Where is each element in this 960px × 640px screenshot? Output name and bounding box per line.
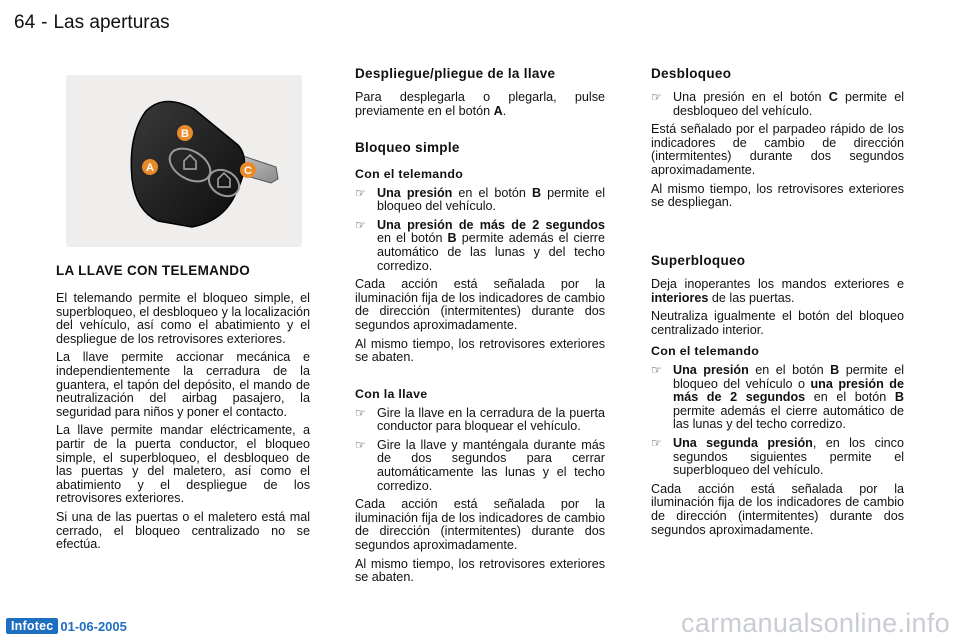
paragraph: Cada acción está señalada por la iluminación fija de los indicadores de cambio de dirección (intermitentes) durante dos segundos aproximadamente. [651,481,904,537]
header-separator: - [41,12,48,33]
paragraph: La llave permite mandar eléctricamente, a partir de la puerta conductor, el bloqueo simple, el superbloqueo, el desbloqueo de las puertas y del maletero, así como el abatimiento y el despliegue de los retrovisores exteriores. [56,423,310,506]
paragraph: Al mismo tiempo, los retrovisores exteriores se despliegan. [651,181,904,210]
b2-post: permite además el cierre automático de las lunas y del techo corredizo. [377,231,605,273]
list-item [355,187,605,214]
s1-mid1: en el botón [748,362,831,377]
button-a-ref: A [493,103,503,118]
simple-lock-title: Bloqueo simple [355,140,460,155]
s1-bold1: Una presión [673,362,749,377]
simple-lock-text [355,168,605,370]
paragraph: La llave permite accionar mecánica e independientemente la cerradura de la guantera, el tapón del depósito, el mando de neutralización del airbag pasajero, la seguridad para niños y poner el contacto. [56,350,310,419]
s1-mid3: en el botón [805,390,895,405]
superlock-title: Superbloqueo [651,253,746,268]
b1-post: permite el bloqueo del vehículo. [377,185,606,214]
s1-bold2: una presión de más de 2 segundos [673,376,904,405]
label-c: C [244,165,252,177]
k1-text: Gire la llave en la cerradura de la puerta conductor para bloquear el vehículo. [377,405,605,434]
paragraph: Está señalado por el parpadeo rápido de los indicadores de cambio de dirección (intermitentes) durante dos segundos aproximadamente. [651,122,904,177]
remote-subtitle: Con el telemando [651,344,760,359]
infotec-logo: Infotec [6,618,58,634]
hand-pointer-icon: ☞ [355,217,366,232]
footer-badge [6,618,127,634]
s1-mid2: permite el bloqueo del vehículo o [673,362,904,391]
k2-text: Gire la llave y manténgala durante más de dos segundos para cerrar automáticamente las lunas y el techo corredizo. [377,437,605,493]
key-subtitle: Con la llave [355,387,428,401]
hand-pointer-icon: ☞ [651,435,662,450]
list-item [651,437,904,478]
section-title: Las aperturas [53,12,170,33]
b2-bold: Una presión de más de 2 segundos [377,217,605,232]
remote-key-title: LA LLAVE CON TELEMANDO [56,263,251,278]
list-item [355,439,605,493]
page-number: 64 [14,12,36,33]
b2-mid: en el botón [377,231,448,246]
unlock-text [651,91,904,215]
list-item [355,407,605,434]
label-b: B [181,128,189,140]
label-a: A [146,162,154,174]
key-illustration [66,75,302,247]
superlock-text [651,278,904,542]
remote-subtitle: Con el telemando [355,167,464,181]
b1-mid: en el botón [452,185,532,200]
key-lock-text [355,388,605,590]
paragraph: Cada acción está señalada por la iluminación fija de los indicadores de cambio de dirección (intermitentes) durante dos segundos aproximadamente. [355,497,605,552]
list-item [355,219,605,273]
hand-pointer-icon: ☞ [651,90,662,104]
b1-bold: Una presión [377,185,453,200]
u1-post: permite el desbloqueo del vehículo. [673,90,904,118]
list-item [651,91,904,118]
fold-text-pre: Para desplegarla o plegarla, pulse previamente en el botón [355,90,605,118]
s2-post: , en los cinco segundos siguientes permite el superbloqueo del vehículo. [673,435,904,478]
paragraph: Cada acción está señalada por la iluminación fija de los indicadores de cambio de dirección (intermitentes) durante dos segundos aproximadamente. [355,277,605,332]
s2-bold: Una segunda presión [673,435,813,450]
watermark: carmanualsonline.info [681,608,950,638]
hand-pointer-icon: ☞ [355,405,366,420]
paragraph: Al mismo tiempo, los retrovisores exteriores se abaten. [355,336,605,365]
s1-btn2: B [894,390,904,405]
remote-key-text [56,292,310,557]
paragraph: Si una de las puertas o el maletero está mal cerrado, el bloqueo centralizado no se efectúa. [56,509,310,552]
s1-post: permite además el cierre automático de las lunas y del techo corredizo. [673,403,904,432]
hand-pointer-icon: ☞ [355,185,366,200]
fold-text-post: . [502,103,507,118]
fold-text [355,91,605,123]
paragraph: Neutraliza igualmente el botón del bloqueo centralizado interior. [651,309,904,337]
remote-key-drawing [66,75,302,247]
sp1-bold: interiores [651,290,709,305]
paragraph: Al mismo tiempo, los retrovisores exteriores se abaten. [355,556,605,585]
unlock-title: Desbloqueo [651,66,732,81]
u1-pre: Una presión en el botón [673,90,829,104]
sp1-pre: Deja inoperantes los mandos exteriores e [651,277,904,291]
hand-pointer-icon: ☞ [651,362,662,377]
fold-title: Despliegue/pliegue de la llave [355,66,556,81]
sp1-post: de las puertas. [708,290,795,305]
hand-pointer-icon: ☞ [355,437,366,452]
page-header [14,12,170,34]
b2-btn: B [447,231,457,246]
paragraph: El telemando permite el bloqueo simple, el superbloqueo, el desbloqueo y la localización del vehículo, así como el abatimiento y el despliegue de los retrovisores exteriores. [56,291,310,346]
u1-btn: C [828,90,838,104]
s1-btn1: B [830,362,840,377]
print-date: 01-06-2005 [60,618,127,634]
b1-btn: B [531,185,542,200]
list-item [651,364,904,432]
